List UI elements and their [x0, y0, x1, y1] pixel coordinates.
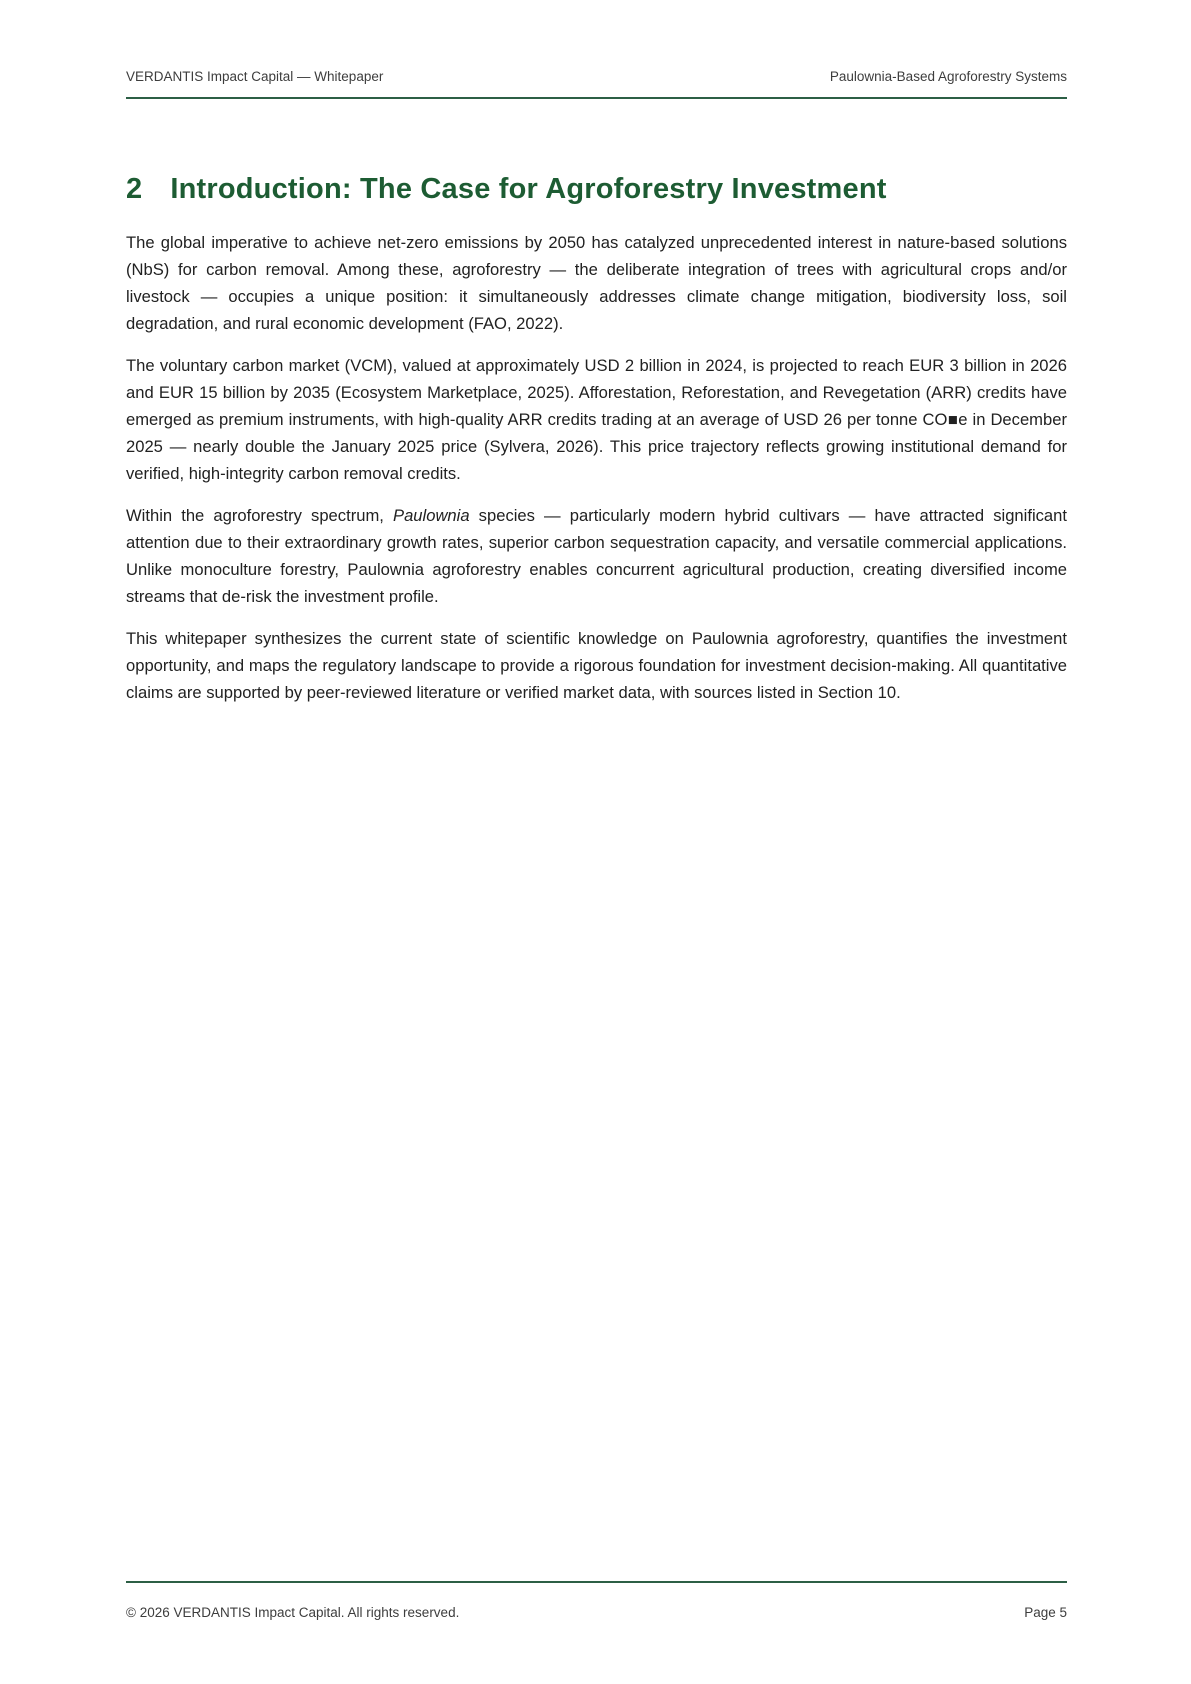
section-heading: [126, 171, 1067, 207]
page-header-row: [126, 68, 1067, 85]
page-footer-row: [126, 1604, 1067, 1621]
page-footer: [126, 1581, 1067, 1621]
section-number: 2: [126, 173, 143, 206]
section-title: Introduction: The Case for Agroforestry Investment: [170, 173, 887, 206]
paragraph-paulownia-species: [126, 502, 1067, 610]
footer-page-number: Page 5: [1024, 1605, 1067, 1620]
footer-copyright: © 2026 VERDANTIS Impact Capital. All rights reserved.: [126, 1605, 460, 1620]
header-rule: [126, 97, 1067, 99]
paragraph-net-zero-imperative: The global imperative to achieve net-zero emissions by 2050 has catalyzed unprecedented interest in nature-based solutions (NbS) for carbon removal. Among these, agroforestry — the deliberate integration of trees with agricultural crops and/or livestock — occupies a unique position: it simultaneously addresses climate change mitigation, biodiversity loss, soil degradation, and rural economic development (FAO, 2022).: [126, 233, 1067, 334]
paragraph-voluntary-carbon-market: The voluntary carbon market (VCM), valued at approximately USD 2 billion in 2024, is projected to reach EUR 3 billion in 2026 and EUR 15 billion by 2035 (Ecosystem Marketplace, 2025). Afforestation, Reforestation, and Revegetation (ARR) credits have emerged as premium instruments, with high-quality ARR credits trading at an average of USD 26 per tonne CO■e in December 2025 — nearly double the January 2025 price (Sylvera, 2026). This price trajectory reflects growing institutional demand for verified, high-integrity carbon removal credits.: [126, 356, 1067, 484]
footer-rule: [126, 1581, 1067, 1583]
header-document-title: VERDANTIS Impact Capital — Whitepaper: [126, 69, 384, 84]
paragraph-whitepaper-scope: This whitepaper synthesizes the current state of scientific knowledge on Paulownia agroforestry, quantifies the investment opportunity, and maps the regulatory landscape to provide a rigorous foundation for investment decision-making. All quantitative claims are supported by peer-reviewed literature or verified market data, with sources listed in Section 10.: [126, 629, 1067, 703]
page-content: [126, 152, 1067, 706]
page-header: [126, 68, 1067, 99]
header-section-title: Paulownia-Based Agroforestry Systems: [829, 69, 1067, 84]
paulownia-italic-term: Paulownia: [393, 506, 470, 526]
paragraph-segment: species — particularly modern hybrid cultivars — have attracted significant attention due to their extraordinary growth rates, superior carbon sequestration capacity, and versatile commercial applications. Unlike monoculture forestry, Paulownia agroforestry enables concurrent agricultural production, creating diversified income streams that de-risk the investment profile.: [126, 506, 1067, 607]
paragraph-segment: Within the agroforestry spectrum,: [126, 506, 393, 526]
